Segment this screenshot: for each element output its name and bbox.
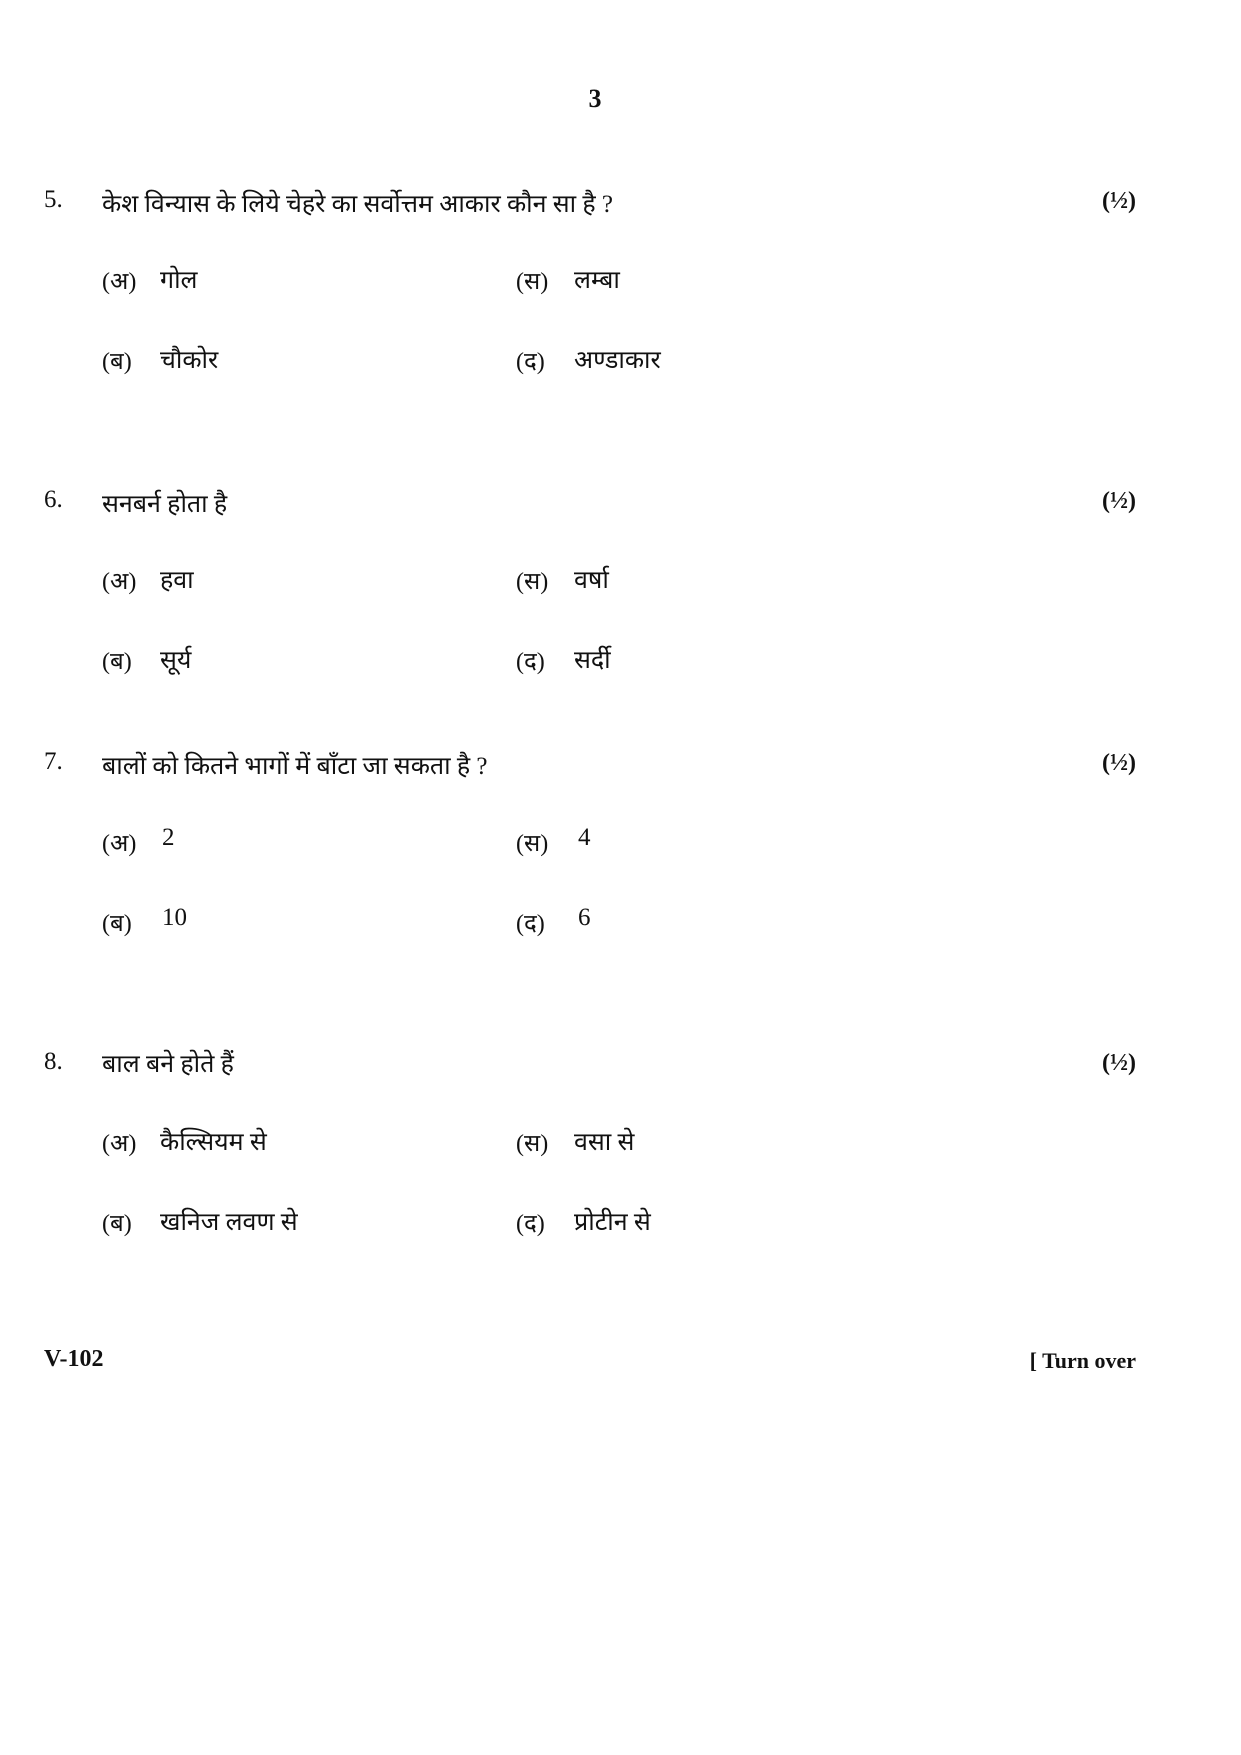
option-text: 6 [578,904,591,931]
option-label: (द) [516,911,545,937]
question-text: बाल बने होते हैं [102,1051,234,1078]
option-label: (स) [516,831,549,857]
option-label: (द) [516,1211,545,1237]
question-number: 6. [44,486,63,513]
option-text: लम्बा [574,267,620,294]
question-marks: (½) [1102,188,1136,214]
option-label: (ब) [102,349,132,375]
question-number: 8. [44,1048,63,1075]
option-label: (स) [516,269,549,295]
question-text: बालों को कितने भागों में बाँटा जा सकता है ? [102,753,488,780]
option-text: चौकोर [160,347,219,374]
option-text: खनिज लवण से [160,1209,298,1236]
option-text: अण्डाकार [574,347,661,374]
option-text: सर्दी [574,647,611,674]
option-text: प्रोटीन से [574,1209,651,1236]
option-label: (द) [516,649,545,675]
question-marks: (½) [1102,1050,1136,1076]
question-text: केश विन्यास के लिये चेहरे का सर्वोत्तम आकार कौन सा है ? [102,191,613,218]
question-marks: (½) [1102,488,1136,514]
question-text: सनबर्न होता है [102,491,228,518]
option-text: कैल्सियम से [160,1129,267,1156]
question-number: 7. [44,748,63,775]
option-text: सूर्य [160,647,192,674]
option-label: (ब) [102,649,132,675]
option-text: वसा से [574,1129,635,1156]
turn-over-note: [ Turn over [1029,1348,1136,1373]
option-label: (अ) [102,269,137,295]
option-label: (ब) [102,1211,132,1237]
option-text: वर्षा [574,567,609,594]
option-label: (स) [516,1131,549,1157]
option-label: (ब) [102,911,132,937]
option-label: (अ) [102,1131,137,1157]
option-text: 10 [162,904,187,931]
option-text: हवा [160,567,194,594]
option-text: गोल [160,267,198,294]
question-number: 5. [44,186,63,213]
option-label: (अ) [102,831,137,857]
question-marks: (½) [1102,750,1136,776]
option-text: 4 [578,824,591,851]
paper-code: V-102 [44,1346,104,1372]
option-label: (अ) [102,569,137,595]
option-label: (स) [516,569,549,595]
option-text: 2 [162,824,175,851]
option-label: (द) [516,349,545,375]
page-number: 3 [588,84,602,113]
